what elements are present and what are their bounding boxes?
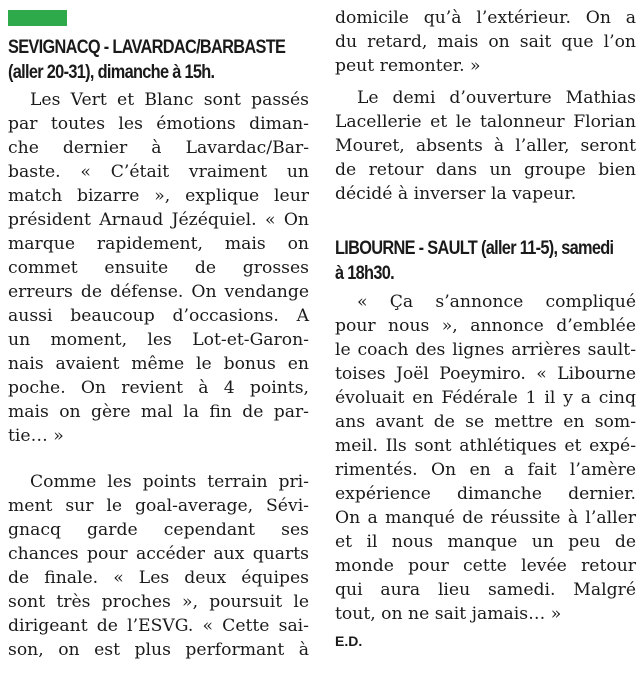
section-accent-bar xyxy=(8,10,67,26)
paragraph-line: le coach des lignes arrières sault- xyxy=(335,340,636,360)
paragraph-line: marque rapidement, mais on xyxy=(8,234,309,254)
paragraph-line: ment sur le goal-average, Sévi- xyxy=(8,496,309,516)
paragraph-line: pour nous », annonce d’emblée xyxy=(335,316,636,336)
paragraph-line: Lacellerie et le talonneur Florian xyxy=(335,112,636,132)
paragraph-line: gnacq garde cependant ses xyxy=(8,520,309,540)
paragraph-line: mais on gère mal la fin de par- xyxy=(8,402,309,422)
paragraph-line: Les Vert et Blanc sont passés xyxy=(30,90,309,110)
paragraph-line: de finale. « Les deux équipes xyxy=(8,568,309,588)
paragraph-line: « Ça s’annonce compliqué xyxy=(357,292,636,312)
paragraph-line: du retard, mais on sait que l’on xyxy=(335,32,636,52)
paragraph-line: qui aura lieu samedi. Malgré xyxy=(335,580,636,600)
match-heading-line: (aller 20-31), dimanche à 15h. xyxy=(8,62,215,83)
paragraph-line: domicile qu’à l’extérieur. On a xyxy=(335,8,636,28)
paragraph-line: un moment, les Lot-et-Garon- xyxy=(8,330,309,350)
paragraph-line: toises Joël Poeymiro. « Libourne xyxy=(335,364,636,384)
paragraph-line: son, on est plus performant à xyxy=(8,640,309,660)
paragraph-line: sont très proches », poursuit le xyxy=(8,592,309,612)
paragraph-line: aussi beaucoup d’occasions. A xyxy=(8,306,309,326)
paragraph-line: tout, on ne sait jamais… » xyxy=(335,604,562,624)
paragraph-line: Le demi d’ouverture Mathias xyxy=(357,88,636,108)
paragraph-line: match bizarre », explique leur xyxy=(8,186,309,206)
paragraph-line: monde pour cette levée retour xyxy=(335,556,636,576)
paragraph-line: che dernier à Lavardac/Bar- xyxy=(8,138,309,158)
match-heading-line: à 18h30. xyxy=(335,263,395,284)
paragraph-line: décidé à inverser la vapeur. xyxy=(335,184,577,204)
paragraph-line: ans avant de se mettre en som- xyxy=(335,412,636,432)
paragraph-line: meil. Ils sont athlétiques et expé- xyxy=(335,436,636,456)
paragraph-line: rimentés. On en a fait l’amère xyxy=(335,460,636,480)
paragraph-line: erreurs de défense. On vendange xyxy=(8,282,309,302)
paragraph-line: expérience dimanche dernier. xyxy=(335,484,636,504)
paragraph-line: On a manqué de réussite à l’aller xyxy=(335,508,636,528)
match-heading-line: SEVIGNACQ - LAVARDAC/BARBASTE xyxy=(8,37,286,58)
paragraph-line: baste. « C’était vraiment un xyxy=(8,162,309,182)
paragraph-line: Mouret, absents à l’aller, seront xyxy=(335,136,636,156)
paragraph-line: de retour dans un groupe bien xyxy=(335,160,636,180)
paragraph-line: et il nous manque un peu de xyxy=(335,532,636,552)
paragraph-line: président Arnaud Jézéquiel. « On xyxy=(8,210,309,230)
paragraph-line: nais avaient même le bonus en xyxy=(8,354,309,374)
paragraph-line: commet ensuite de grosses xyxy=(8,258,309,278)
paragraph-line: tie… » xyxy=(8,426,64,446)
paragraph-line: peut remonter. » xyxy=(335,56,481,76)
match-heading-line: LIBOURNE - SAULT (aller 11-5), samedi xyxy=(335,238,614,259)
paragraph-line: par toutes les émotions diman- xyxy=(8,114,309,134)
paragraph-line: chances pour accéder aux quarts xyxy=(8,544,309,564)
paragraph-line: poche. On revient à 4 points, xyxy=(8,378,309,398)
paragraph-line: dirigeant de l’ESVG. « Cette sai- xyxy=(8,616,309,636)
author-byline: E.D. xyxy=(335,633,363,649)
paragraph-line: Comme les points terrain pri- xyxy=(30,472,309,492)
paragraph-line: évoluait en Fédérale 1 il y a cinq xyxy=(335,388,636,408)
